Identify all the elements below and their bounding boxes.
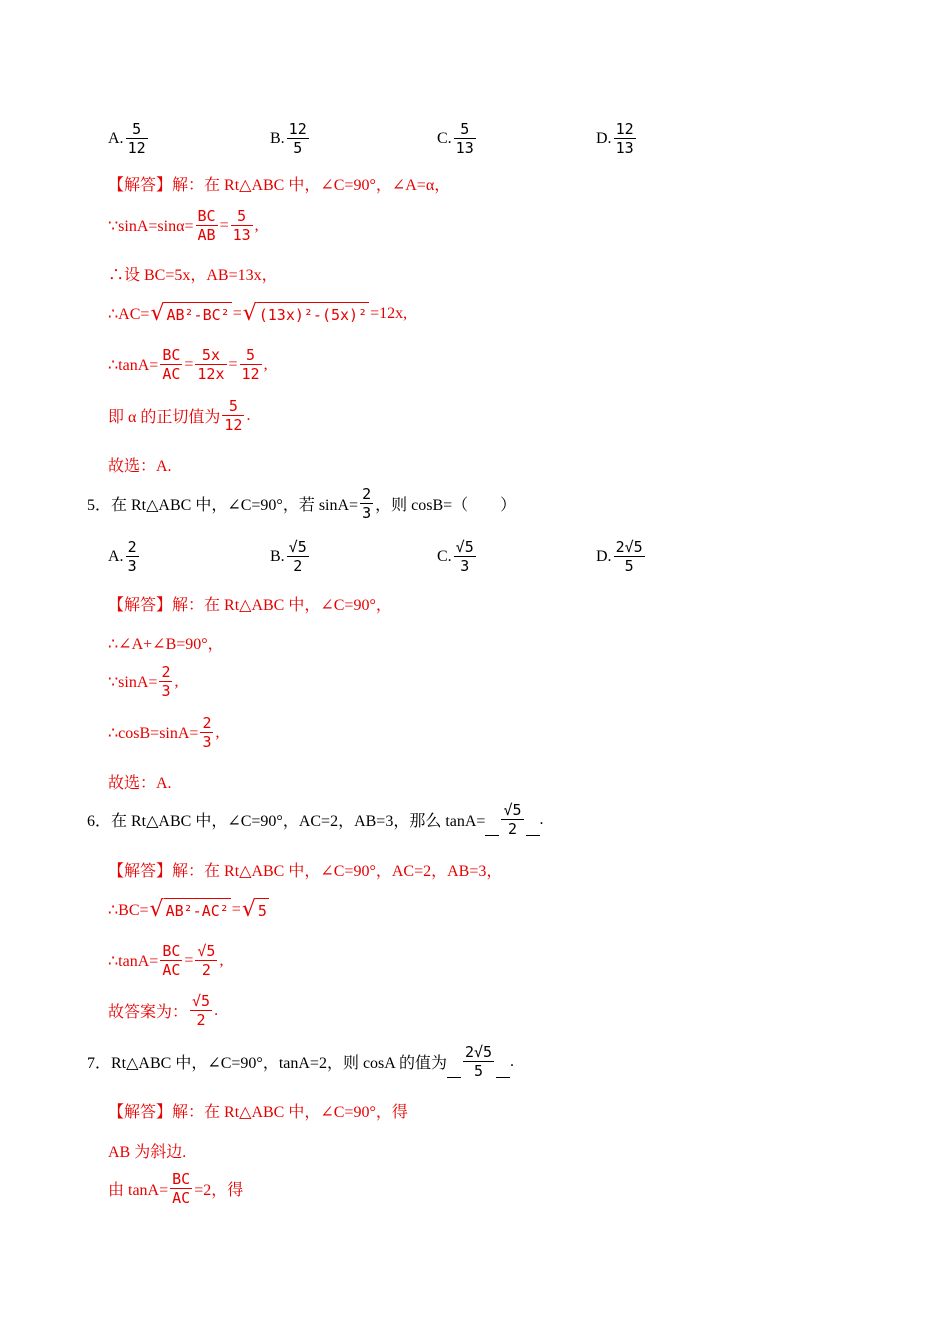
equals: =	[231, 901, 241, 918]
solution-text: 故答案为：	[108, 1004, 189, 1021]
denominator: 3	[202, 733, 212, 751]
solution-text: 解：在 Rt△ABC 中，∠C=90°，	[172, 597, 392, 614]
numerator: BC	[172, 1170, 191, 1188]
denominator: 2	[201, 961, 211, 979]
fraction	[360, 485, 373, 522]
q5-solution-line1	[108, 592, 392, 615]
q5-solution-line4	[108, 714, 219, 751]
solution-text: ∴cosB=sinA=	[108, 724, 199, 742]
numerator: 5	[237, 207, 247, 225]
fraction	[222, 397, 244, 434]
denominator: 13	[615, 139, 634, 157]
solution-text: ∴BC=	[108, 902, 149, 919]
q4-solution-line4	[108, 302, 407, 326]
q4-option-c	[437, 120, 478, 157]
solution-text: 由 tanA=	[108, 1182, 169, 1199]
q4-solution-line5	[108, 346, 268, 383]
punct: .	[510, 1052, 515, 1070]
question-text: 7．Rt△ABC 中，∠C=90°，tanA=2，则 cosA 的值为	[87, 1055, 447, 1072]
fraction	[126, 538, 139, 575]
question-text: ，则 cosB=（ ）	[375, 497, 517, 514]
q5-option-d	[596, 538, 647, 575]
solution-text: 故选：A.	[108, 775, 172, 792]
numerator: √5	[192, 992, 211, 1010]
denominator: 12	[241, 365, 260, 383]
solution-text: ∴∠A+∠B=90°，	[108, 636, 224, 653]
answer-tag: 【解答】	[108, 1104, 173, 1121]
square-root: √ (13x)²-(5x)²	[242, 301, 368, 326]
q7-stem	[87, 1043, 514, 1080]
answer-tag: 【解答】	[108, 597, 173, 614]
denominator: AC	[162, 961, 181, 979]
q6-solution-line4	[108, 992, 218, 1029]
fraction	[126, 120, 148, 157]
denominator: 3	[127, 557, 137, 575]
denominator: 12	[127, 139, 146, 157]
fraction	[287, 538, 309, 575]
fraction	[240, 346, 262, 383]
numerator: 5x	[201, 346, 220, 364]
solution-text: ∴tanA=	[108, 952, 159, 970]
option-label: B.	[270, 547, 285, 565]
answer-blank	[447, 1043, 510, 1080]
q6-stem	[87, 801, 544, 838]
numerator: √5	[288, 538, 307, 556]
numerator: √5	[455, 538, 474, 556]
numerator: 5	[460, 120, 470, 138]
punct: ,	[215, 723, 220, 741]
fraction	[196, 207, 218, 244]
denominator: 3	[460, 557, 470, 575]
numerator: √5	[197, 942, 216, 960]
numerator: 5	[246, 346, 256, 364]
denominator: 12	[224, 416, 243, 434]
option-label: D.	[596, 547, 612, 565]
punct: ,	[174, 672, 179, 690]
fraction	[159, 663, 172, 700]
numerator: √5	[503, 801, 522, 819]
numerator: 12	[288, 120, 307, 138]
numerator: 12	[615, 120, 634, 138]
q4-choice	[108, 453, 172, 476]
numerator: 2√5	[464, 1043, 493, 1061]
punct: ,	[254, 216, 259, 234]
denominator: AB	[197, 226, 216, 244]
q5-choice	[108, 770, 172, 793]
fraction	[463, 1043, 494, 1080]
solution-text: ∴设 BC=5x，AB=13x，	[108, 267, 278, 284]
question-text: 5．在 Rt△ABC 中，∠C=90°，若 sinA=	[87, 497, 359, 514]
denominator: 12x	[197, 365, 225, 383]
q4-option-d	[596, 120, 638, 157]
denominator: 2	[293, 557, 303, 575]
numerator: 5	[132, 120, 142, 138]
fraction	[200, 714, 213, 751]
denominator: 5	[624, 557, 634, 575]
denominator: 3	[362, 504, 372, 522]
q7-solution-line3	[108, 1170, 243, 1207]
option-label: B.	[270, 129, 285, 147]
answer-blank	[485, 801, 539, 838]
denominator: 3	[161, 682, 171, 700]
solution-text: AB 为斜边.	[108, 1144, 187, 1161]
q4-solution-line2	[108, 207, 259, 244]
numerator: BC	[162, 346, 181, 364]
denominator: AC	[172, 1189, 191, 1207]
question-text: 6．在 Rt△ABC 中，∠C=90°，AC=2，AB=3，那么 tanA=	[87, 813, 486, 830]
solution-text: 故选：A.	[108, 458, 172, 475]
numerator: 2	[127, 538, 137, 556]
radicand: (13x)²-(5x)²	[257, 302, 369, 326]
solution-text: ∵sinA=	[108, 673, 158, 691]
fraction	[454, 538, 476, 575]
square-root: √ 5	[241, 897, 267, 922]
denominator: 5	[293, 139, 303, 157]
denominator: 13	[232, 226, 251, 244]
q5-solution-line3	[108, 663, 178, 700]
square-root: √ AB²-AC²	[149, 897, 229, 922]
q7-solution-line1	[108, 1099, 408, 1122]
numerator: 2	[202, 714, 212, 732]
fraction	[501, 801, 523, 838]
equals: =	[219, 216, 229, 234]
equals: =	[228, 355, 238, 373]
fraction	[287, 120, 309, 157]
q4-solution-line3	[108, 262, 278, 285]
numerator: 5	[228, 397, 238, 415]
equals: =	[184, 355, 194, 373]
answer-tag: 【解答】	[108, 177, 173, 194]
q5-option-b	[270, 538, 311, 575]
fraction	[195, 942, 217, 979]
punct: .	[246, 406, 251, 424]
solution-text: 解：在 Rt△ABC 中，∠C=90°，∠A=α，	[172, 177, 451, 194]
fraction	[231, 207, 253, 244]
option-label: C.	[437, 547, 452, 565]
equals: =	[232, 305, 242, 322]
fraction	[614, 120, 636, 157]
numerator: 2	[362, 485, 372, 503]
fraction	[190, 992, 212, 1029]
q6-solution-line2	[108, 898, 270, 922]
denominator: AC	[162, 365, 181, 383]
fraction	[614, 538, 645, 575]
equals: =	[184, 951, 194, 969]
denominator: 13	[455, 139, 474, 157]
solution-text: =2，得	[194, 1182, 244, 1199]
q4-option-b	[270, 120, 311, 157]
punct: .	[214, 1001, 219, 1019]
numerator: 2	[161, 663, 171, 681]
fraction	[454, 120, 476, 157]
numerator: BC	[162, 942, 181, 960]
radicand: AB²-BC²	[164, 302, 231, 326]
q6-solution-line3	[108, 942, 223, 979]
square-root: √ AB²-BC²	[150, 301, 230, 326]
answer-tag: 【解答】	[108, 863, 173, 880]
fraction	[160, 942, 182, 979]
option-label: C.	[437, 129, 452, 147]
q4-solution-line6	[108, 397, 250, 434]
radicand: AB²-AC²	[164, 898, 231, 922]
numerator: BC	[197, 207, 216, 225]
numerator: 2√5	[615, 538, 643, 556]
solution-text: ∴tanA=	[108, 356, 159, 374]
punct: .	[539, 810, 544, 828]
fraction	[195, 346, 226, 383]
q4-solution-line1	[108, 172, 450, 195]
q5-stem	[87, 485, 516, 522]
fraction	[170, 1170, 192, 1207]
q5-option-a	[108, 538, 141, 575]
q7-solution-line2	[108, 1139, 186, 1162]
denominator: 2	[507, 820, 517, 838]
radicand: 5	[256, 898, 269, 922]
option-label: A.	[108, 129, 124, 147]
solution-text: =12x,	[370, 305, 408, 322]
option-label: A.	[108, 547, 124, 565]
denominator: 5	[473, 1062, 484, 1080]
solution-text: 即 α 的正切值为	[108, 409, 221, 426]
q6-solution-line1	[108, 858, 502, 881]
q4-option-a	[108, 120, 150, 157]
option-label: D.	[596, 129, 612, 147]
q5-option-c	[437, 538, 478, 575]
punct: ,	[263, 355, 268, 373]
fraction	[160, 346, 182, 383]
solution-text: 解：在 Rt△ABC 中，∠C=90°，得	[172, 1104, 408, 1121]
solution-text: ∴AC=	[108, 306, 150, 323]
denominator: 2	[196, 1011, 206, 1029]
punct: ,	[219, 951, 224, 969]
solution-text: ∵sinA=sinα=	[108, 217, 194, 235]
solution-text: 解：在 Rt△ABC 中，∠C=90°，AC=2，AB=3，	[172, 863, 503, 880]
q5-solution-line2	[108, 631, 224, 654]
